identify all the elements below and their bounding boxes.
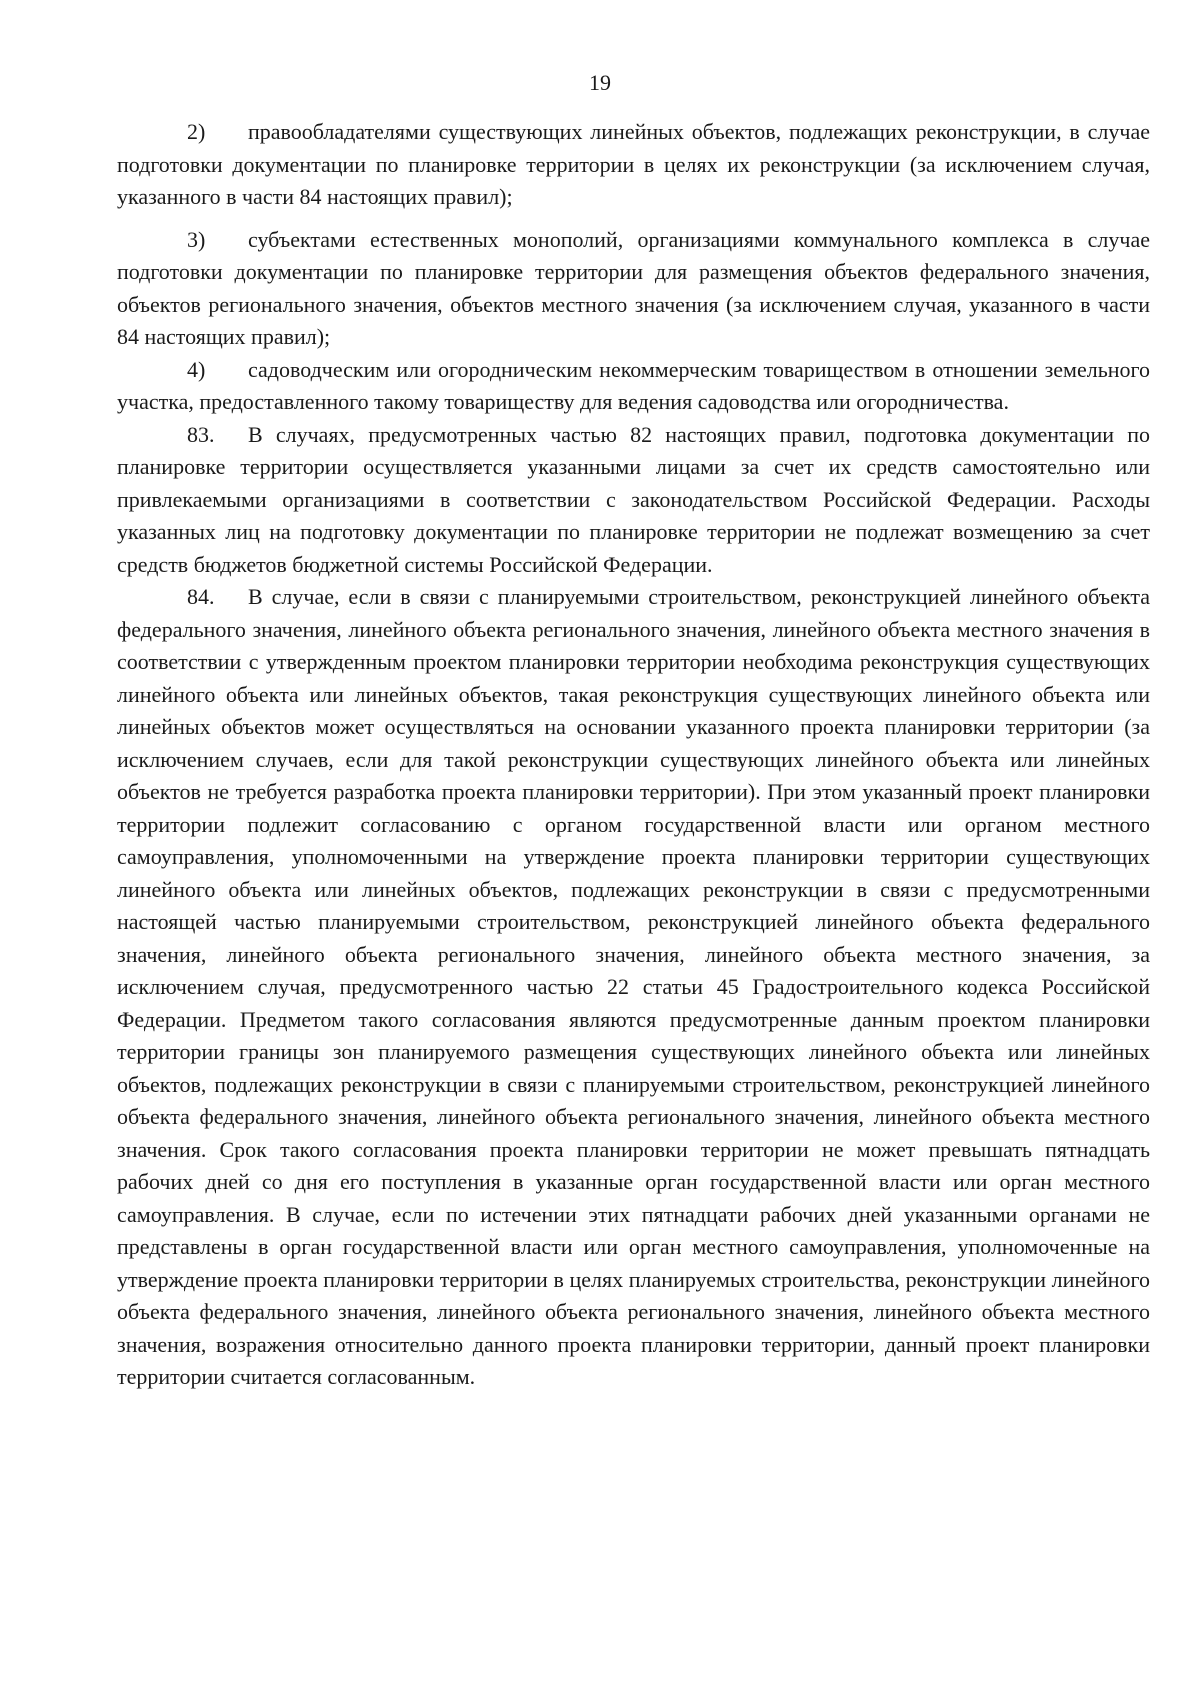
item-number: 3) (187, 226, 206, 252)
item-text: субъектами естественных монополий, организациями коммунального комплекса в случае подготовки документации по планировке территории для размещения объектов федерального значения, объектов регионального значения, объектов местного значения (за исключением случая, указанного в части 84 настоящих правил); (117, 226, 1150, 349)
section-84 (117, 581, 1150, 1394)
list-item-2 (117, 116, 1150, 214)
item-text: садоводческим или огородническим некоммерческим товариществом в отношении земельного участка, предоставленного такому товариществу для ведения садоводства или огородничества. (117, 356, 1150, 414)
item-number: 4) (187, 356, 206, 382)
section-83 (117, 419, 1150, 582)
section-text: В случае, если в связи с планируемыми строительством, реконструкцией линейного объекта федерального значения, линейного объекта регионального значения, линейного объекта местного значения в соответствии с утвержденным проектом планировки территории необходима реконструкция существующих линейного объекта или линейных объектов, такая реконструкция существующих линейного объекта или линейных объектов может осуществляться на основании указанного проекта планировки территории (за исключением случаев, если для такой реконструкции существующих линейного объекта или линейных объектов не требуется разработка проекта планировки территории). При этом указанный проект планировки территории подлежит согласованию с органом государственной власти или органом местного самоуправления, уполномоченными на утверждение проекта планировки территории существующих линейного объекта или линейных объектов, подлежащих реконструкции в связи с предусмотренными настоящей частью планируемыми строительством, реконструкцией линейного объекта федерального значения, линейного объекта регионального значения, линейного объекта местного значения, за исключением случая, предусмотренного частью 22 статьи 45 Градостроительного кодекса Российской Федерации. Предметом такого согласования являются предусмотренные данным проектом планировки территории границы зон планируемого размещения существующих линейного объекта или линейных объектов, подлежащих реконструкции в связи с планируемыми строительством, реконструкцией линейного объекта федерального значения, линейного объекта регионального значения, линейного объекта местного значения. Срок такого согласования проекта планировки территории не может превышать пятнадцать рабочих дней со дня его поступления в указанные орган государственной власти или орган местного самоуправления. В случае, если по истечении этих пятнадцати рабочих дней указанными органами не представлены в орган государственной власти или орган местного самоуправления, уполномоченные на утверждение проекта планировки территории в целях планируемых строительства, реконструкции линейного объекта федерального значения, линейного объекта регионального значения, линейного объекта местного значения, возражения относительно данного проекта планировки территории, данный проект планировки территории считается согласованным. (117, 584, 1150, 1389)
item-text: правообладателями существующих линейных объектов, подлежащих реконструкции, в случае подготовки документации по планировке территории в целях их реконструкции (за исключением случая, указанного в части 84 настоящих правил); (117, 119, 1150, 209)
page-number: 19 (589, 70, 611, 95)
body-text (117, 116, 1150, 1394)
section-number: 83. (187, 421, 215, 447)
list-item-3 (117, 224, 1150, 354)
section-number: 84. (187, 584, 215, 609)
section-text: В случаях, предусмотренных частью 82 настоящих правил, подготовка документации по планировке территории осуществляется указанными лицами за счет их средств самостоятельно или привлекаемыми организациями в соответствии с законодательством Российской Федерации. Расходы указанных лиц на подготовку документации по планировке территории не подлежат возмещению за счет средств бюджетов бюджетной системы Российской Федерации. (117, 421, 1150, 577)
list-item-4 (117, 354, 1150, 419)
item-number: 2) (187, 119, 206, 144)
